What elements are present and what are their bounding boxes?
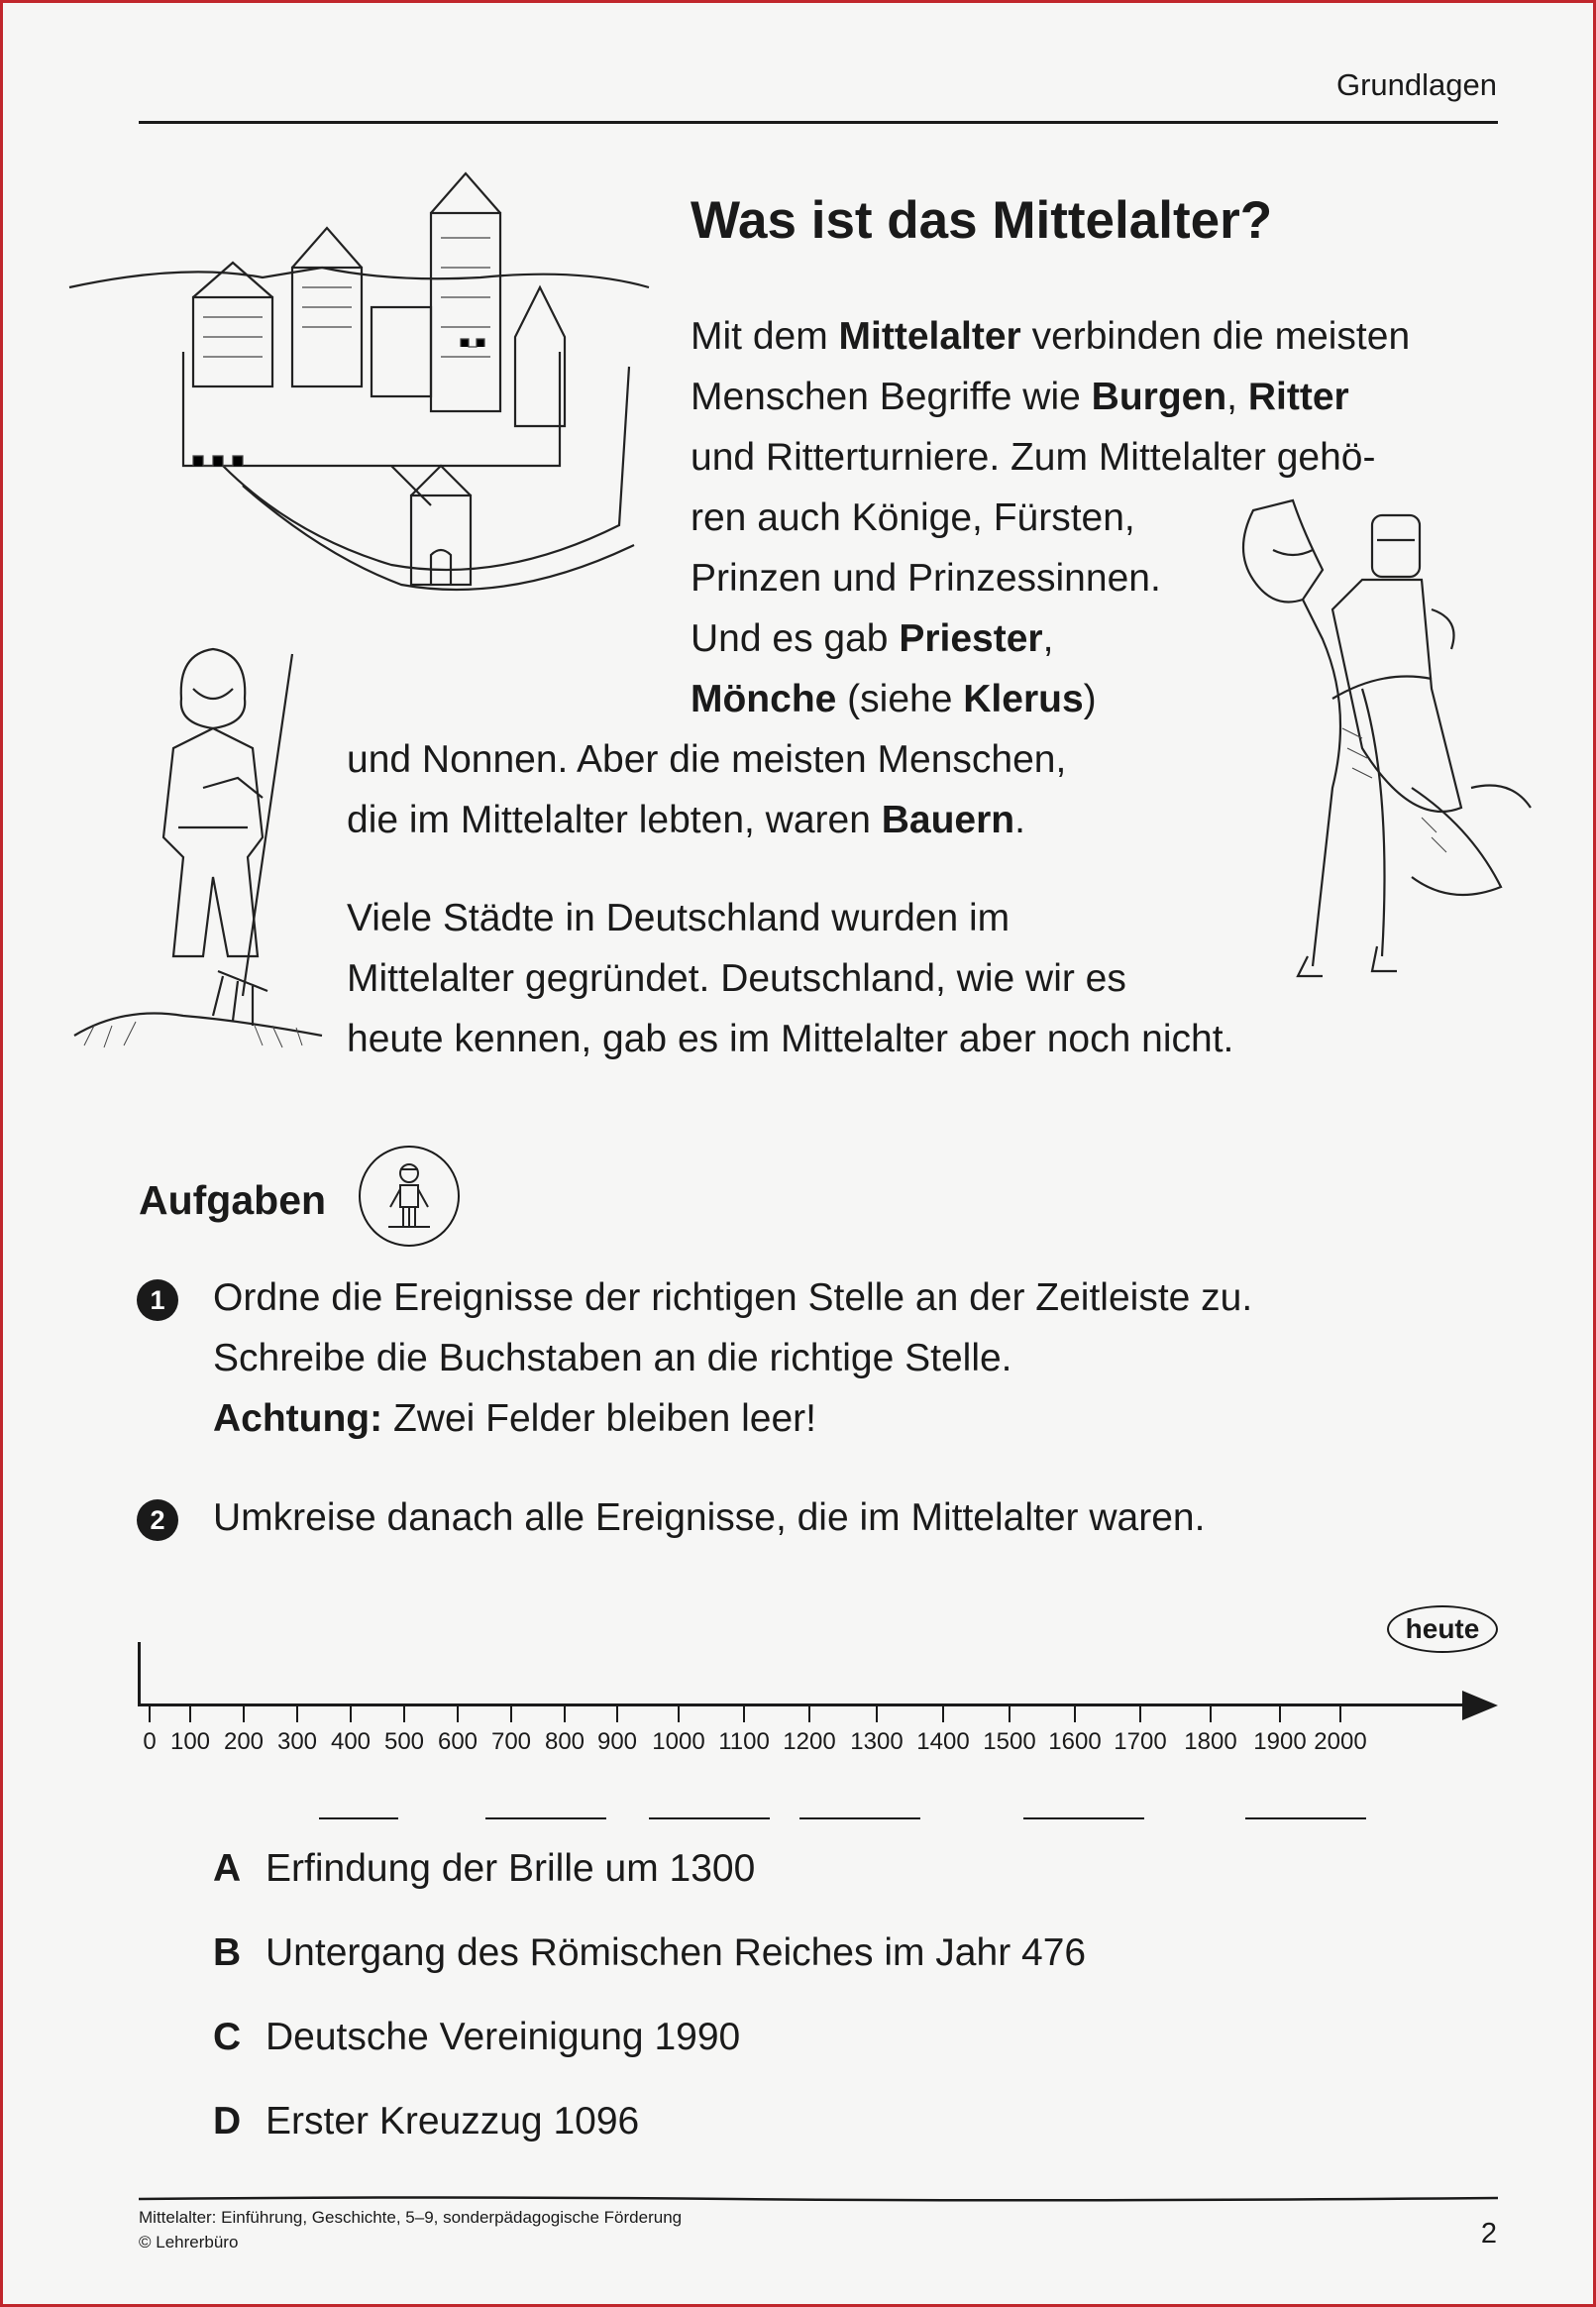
intro-line (691, 376, 1349, 419)
page-number: 2 (1480, 2218, 1497, 2250)
task-1-line-1: Ordne die Ereignisse der richtigen Stelle an der Zeitleiste zu. (213, 1276, 1253, 1319)
text-segment: , (1042, 617, 1054, 660)
timeline-tick-label: 600 (437, 1728, 479, 1755)
timeline-tick-label: 1400 (916, 1728, 970, 1755)
event-letter: B (213, 1931, 242, 1974)
timeline-tick-label: 2000 (1314, 1728, 1367, 1755)
timeline-tick-label: 0 (143, 1728, 157, 1755)
task-2-number: 2 (137, 1499, 178, 1541)
timeline-tick-label: 1700 (1114, 1728, 1167, 1755)
timeline-end-label: heute (1387, 1605, 1498, 1653)
text-segment: die im Mittelalter lebten, waren (347, 799, 882, 841)
text-segment: verbinden die meisten (1020, 315, 1411, 358)
knight-illustration (1214, 491, 1550, 1006)
timeline-tick-label: 1500 (983, 1728, 1036, 1755)
timeline-tick-label: 1100 (718, 1728, 770, 1755)
timeline-tick (1009, 1706, 1011, 1722)
header-rule (139, 121, 1498, 124)
text-segment: und Nonnen. Aber die meisten Menschen, (347, 738, 1067, 781)
timeline-tick (1279, 1706, 1281, 1722)
timeline-tick-label: 1000 (652, 1728, 705, 1755)
answer-blank-4[interactable] (799, 1817, 920, 1819)
text-segment: Und es gab (691, 617, 900, 660)
answer-blank-6[interactable] (1245, 1817, 1366, 1819)
intro-line (347, 738, 1066, 782)
timeline-tick (564, 1706, 566, 1722)
timeline-tick (808, 1706, 810, 1722)
paragraph-line: Mittelalter gegründet. Deutschland, wie wir es (347, 957, 1126, 1000)
intro-line (691, 678, 1097, 721)
timeline-tick-label: 500 (383, 1728, 425, 1755)
text-segment: (siehe (836, 678, 964, 720)
task-1-warning-label: Achtung: (213, 1397, 383, 1440)
answer-blank-3[interactable] (649, 1817, 770, 1819)
footer-credit: Mittelalter: Einführung, Geschichte, 5–9, sonderpädagogische Förderung (139, 2208, 683, 2227)
text-segment: und Ritterturniere. Zum Mittelalter gehö- (691, 436, 1376, 479)
text-segment: ) (1083, 678, 1097, 720)
timeline-tick (678, 1706, 680, 1722)
timeline-tick (1139, 1706, 1141, 1722)
task-1-number: 1 (137, 1279, 178, 1321)
timeline-tick (189, 1706, 191, 1722)
footer-rule (139, 2194, 1498, 2202)
timeline-tick (743, 1706, 745, 1722)
timeline-tick (149, 1706, 151, 1722)
paragraph-line: heute kennen, gab es im Mittelalter aber noch nicht. (347, 1018, 1234, 1060)
event-letter: A (213, 1847, 242, 1890)
footer-copyright: © Lehrerbüro (139, 2233, 239, 2252)
timeline-tick (350, 1706, 352, 1722)
timeline-tick (1074, 1706, 1076, 1722)
bold-term: Priester (899, 617, 1043, 660)
timeline-tick (510, 1706, 512, 1722)
section-label: Grundlagen (1335, 67, 1497, 102)
timeline-tick-label: 1800 (1184, 1728, 1237, 1755)
castle-illustration (64, 168, 659, 654)
event-letter: D (213, 2100, 242, 2142)
timeline-tick-label: 900 (596, 1728, 638, 1755)
timeline-tick-label: 800 (544, 1728, 585, 1755)
timeline-tick-label: 400 (330, 1728, 372, 1755)
task-1-line-3 (213, 1397, 816, 1441)
intro-line (691, 557, 1161, 601)
timeline-tick-label: 1900 (1253, 1728, 1307, 1755)
paragraph-line: Viele Städte in Deutschland wurden im (347, 897, 1011, 939)
child-figure-icon (359, 1146, 460, 1247)
timeline-tick-label: 1300 (850, 1728, 904, 1755)
text-segment: Mit dem (691, 315, 839, 358)
timeline-tick-label: 200 (223, 1728, 265, 1755)
intro-line (691, 617, 1053, 661)
timeline-tick (243, 1706, 245, 1722)
bold-term: Burgen (1091, 376, 1227, 418)
intro-line (691, 496, 1135, 540)
timeline-tick-label: 100 (169, 1728, 211, 1755)
timeline-tick-label: 1200 (783, 1728, 836, 1755)
task-2-text: Umkreise danach alle Ereignisse, die im Mittelalter waren. (213, 1496, 1206, 1539)
timeline-arrow (1462, 1691, 1498, 1720)
text-segment: ren auch Könige, Fürsten, (691, 496, 1135, 539)
timeline-tick (876, 1706, 878, 1722)
bold-term: Mönche (691, 678, 837, 720)
event-letter: C (213, 2016, 242, 2058)
event-text[interactable]: Deutsche Vereinigung 1990 (266, 2016, 741, 2058)
timeline-tick (1210, 1706, 1212, 1722)
event-text[interactable]: Erfindung der Brille um 1300 (266, 1847, 756, 1890)
text-segment: Prinzen und Prinzessinnen. (691, 557, 1161, 600)
text-segment: . (1014, 799, 1025, 841)
timeline-tick-label: 300 (276, 1728, 318, 1755)
timeline-tick (616, 1706, 618, 1722)
event-text[interactable]: Erster Kreuzzug 1096 (266, 2100, 640, 2142)
text-segment: Menschen Begriffe wie (691, 376, 1092, 418)
timeline-tick-label: 1600 (1048, 1728, 1102, 1755)
aufgaben-heading: Aufgaben (139, 1177, 327, 1223)
intro-line (691, 315, 1410, 359)
bold-term: Ritter (1247, 376, 1349, 418)
task-1-warning-text: Zwei Felder bleiben leer! (382, 1397, 816, 1440)
event-text[interactable]: Untergang des Römischen Reiches im Jahr 476 (266, 1931, 1087, 1974)
timeline-tick (942, 1706, 944, 1722)
page-title: Was ist das Mittelalter? (691, 191, 1273, 250)
intro-line (691, 436, 1375, 480)
task-1-line-2: Schreibe die Buchstaben an die richtige Stelle. (213, 1337, 1012, 1379)
answer-blank-2[interactable] (485, 1817, 606, 1819)
farmer-illustration (64, 639, 352, 1065)
answer-blank-1[interactable] (319, 1817, 398, 1819)
timeline-tick (457, 1706, 459, 1722)
bold-term: Klerus (963, 678, 1084, 720)
text-segment: , (1226, 376, 1248, 418)
bold-term: Bauern (881, 799, 1015, 841)
timeline-tick (296, 1706, 298, 1722)
intro-line (347, 799, 1025, 842)
timeline-tick-label: 700 (490, 1728, 532, 1755)
bold-term: Mittelalter (838, 315, 1021, 358)
timeline-axis-start (138, 1642, 141, 1706)
answer-blank-5[interactable] (1023, 1817, 1144, 1819)
timeline-tick (403, 1706, 405, 1722)
timeline-axis (138, 1703, 1470, 1706)
timeline-tick (1339, 1706, 1341, 1722)
